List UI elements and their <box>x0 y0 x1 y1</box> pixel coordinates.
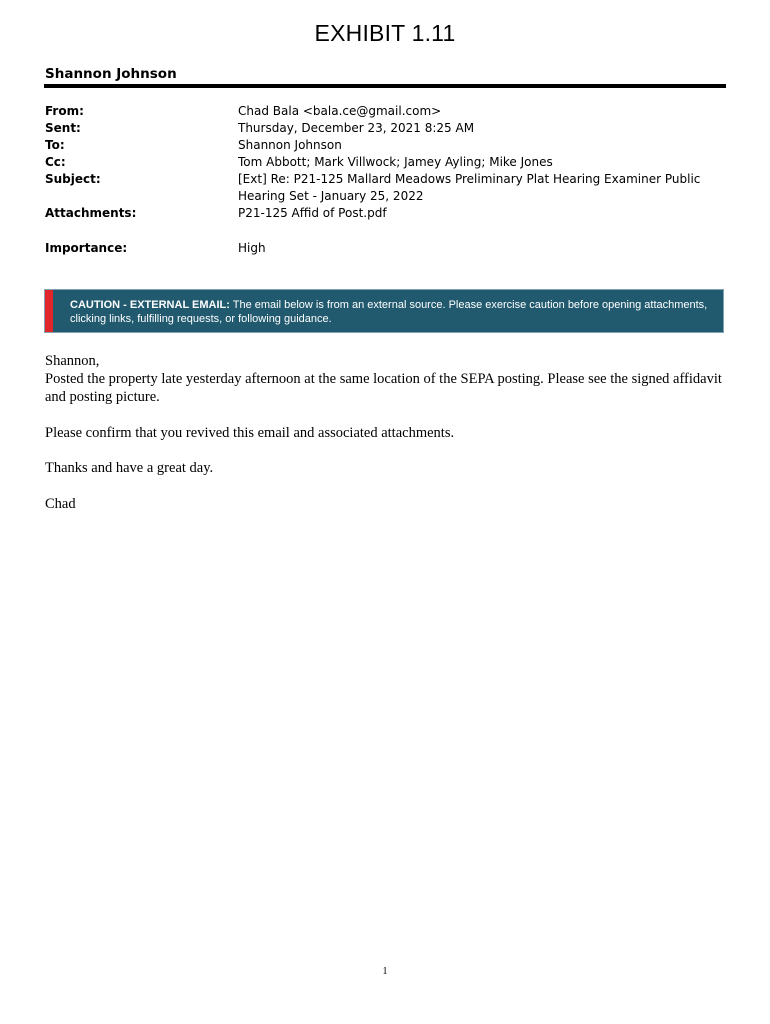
caution-text <box>70 298 710 326</box>
body-greeting: Shannon, <box>45 353 100 369</box>
caution-stripe <box>45 290 53 332</box>
body-signature: Chad <box>45 496 76 512</box>
sent-value: Thursday, December 23, 2021 8:25 AM <box>238 121 475 135</box>
to-value: Shannon Johnson <box>238 138 342 152</box>
caution-message: The email below is from an external source. Please exercise caution before opening attachments, clicking links, fulfilling requests, or following guidance. <box>70 299 708 325</box>
to-label: To: <box>45 138 65 152</box>
sent-label: Sent: <box>45 121 81 135</box>
importance-label: Importance: <box>45 241 128 255</box>
subject-value: [Ext] Re: P21-125 Mallard Meadows Preliminary Plat Hearing Examiner Public Hearing Set - January 25, 2022 <box>238 172 701 203</box>
importance-value: High <box>238 241 266 255</box>
header-divider <box>44 84 726 88</box>
attachments-label: Attachments: <box>45 206 137 220</box>
cc-value: Tom Abbott; Mark Villwock; Jamey Ayling; Mike Jones <box>238 155 553 169</box>
body-paragraph-3: Thanks and have a great day. <box>45 460 214 476</box>
from-value: Chad Bala <bala.ce@gmail.com> <box>238 104 442 118</box>
caution-heading: CAUTION - EXTERNAL EMAIL: <box>70 299 230 311</box>
subject-label: Subject: <box>45 172 101 186</box>
from-label: From: <box>45 104 84 118</box>
exhibit-title: EXHIBIT 1.11 <box>314 20 456 46</box>
mailbox-owner-name: Shannon Johnson <box>45 66 177 82</box>
body-paragraph-1: Posted the property late yesterday afternoon at the same location of the SEPA posting. Please see the signed affidavit and posting picture. <box>45 371 722 405</box>
external-email-caution-banner <box>44 289 724 333</box>
attachment-file-link[interactable]: P21-125 Affid of Post.pdf <box>238 206 387 220</box>
body-paragraph-2: Please confirm that you revived this email and associated attachments. <box>45 425 455 441</box>
cc-label: Cc: <box>45 155 66 169</box>
page-number: 1 <box>382 966 388 977</box>
